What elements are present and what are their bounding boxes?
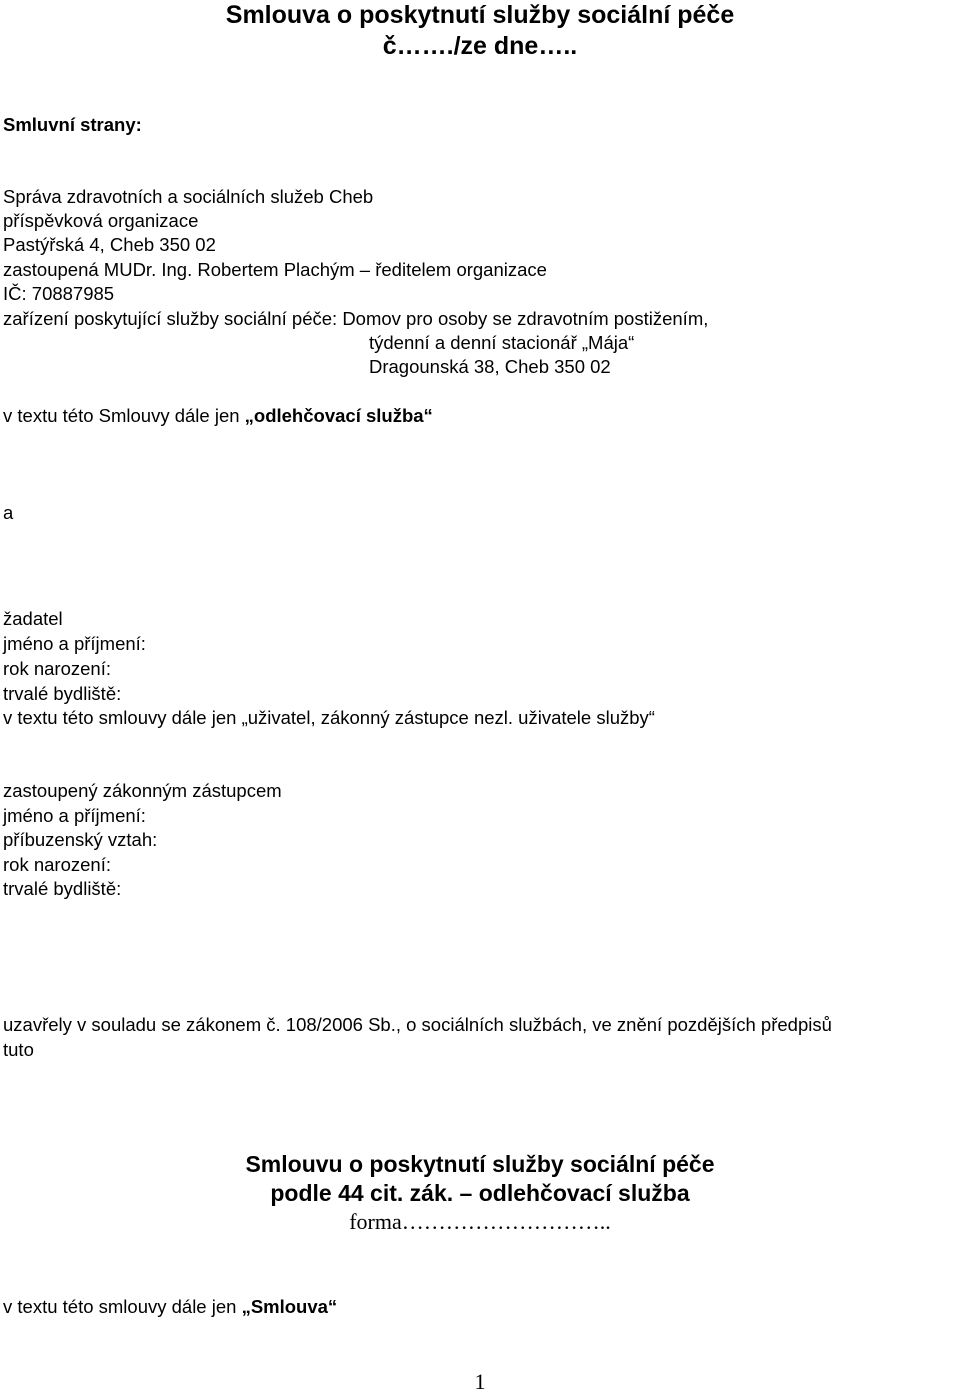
contract-title-line-2: podle 44 cit. zák. – odlehčovací služba <box>270 1180 690 1206</box>
representative-relation-label: příbuzenský vztah: <box>3 829 158 850</box>
representative-residence-label: trvalé bydliště: <box>3 878 122 899</box>
applicant-heading: žadatel <box>3 608 63 629</box>
contract-designation-term: „Smlouva“ <box>241 1296 338 1317</box>
provider-designation-term: „odlehčovací služba“ <box>244 405 433 426</box>
contract-form-line: forma……………………….. <box>349 1209 611 1234</box>
applicant-birth-label: rok narození: <box>3 658 111 679</box>
provider-ic: IČ: 70887985 <box>3 283 115 304</box>
provider-representative: zastoupená MUDr. Ing. Robertem Plachým – ředitelem organizace <box>3 259 547 280</box>
applicant-name-label: jméno a příjmení: <box>3 633 146 654</box>
facility-line-3: Dragounská 38, Cheb 350 02 <box>369 356 611 377</box>
agreement-line-1: uzavřely v souladu se zákonem č. 108/2006 Sb., o sociálních službách, ve znění pozdějších předpisů <box>3 1014 832 1035</box>
facility-line-2: týdenní a denní stacionář „Mája“ <box>369 332 635 353</box>
representative-heading: zastoupený zákonným zástupcem <box>3 780 282 801</box>
representative-name-label: jméno a příjmení: <box>3 805 146 826</box>
facility-line-1: zařízení poskytující služby sociální péče: Domov pro osoby se zdravotním postižením, <box>3 308 709 329</box>
conjunction-and: a <box>3 502 14 523</box>
parties-heading: Smluvní strany: <box>3 114 142 135</box>
provider-name: Správa zdravotních a sociálních služeb Cheb <box>3 186 374 207</box>
document-number-line: č……./ze dne….. <box>382 32 578 60</box>
representative-birth-label: rok narození: <box>3 854 111 875</box>
agreement-line-2: tuto <box>3 1039 34 1060</box>
document-title: Smlouva o poskytnutí služby sociální péče <box>225 1 735 29</box>
contract-title-line-1: Smlouvu o poskytnutí služby sociální péče <box>245 1151 715 1177</box>
provider-address: Pastýřská 4, Cheb 350 02 <box>3 234 216 255</box>
provider-type: příspěvková organizace <box>3 210 199 231</box>
provider-designation-prefix: v textu této Smlouvy dále jen <box>3 405 245 426</box>
page-number: 1 <box>474 1369 486 1394</box>
contract-designation <box>3 1298 337 1317</box>
applicant-designation: v textu této smlouvy dále jen „uživatel, zákonný zástupce nezl. uživatele služby“ <box>3 707 655 728</box>
provider-designation <box>3 407 433 426</box>
contract-designation-prefix: v textu této smlouvy dále jen <box>3 1296 242 1317</box>
applicant-residence-label: trvalé bydliště: <box>3 683 122 704</box>
